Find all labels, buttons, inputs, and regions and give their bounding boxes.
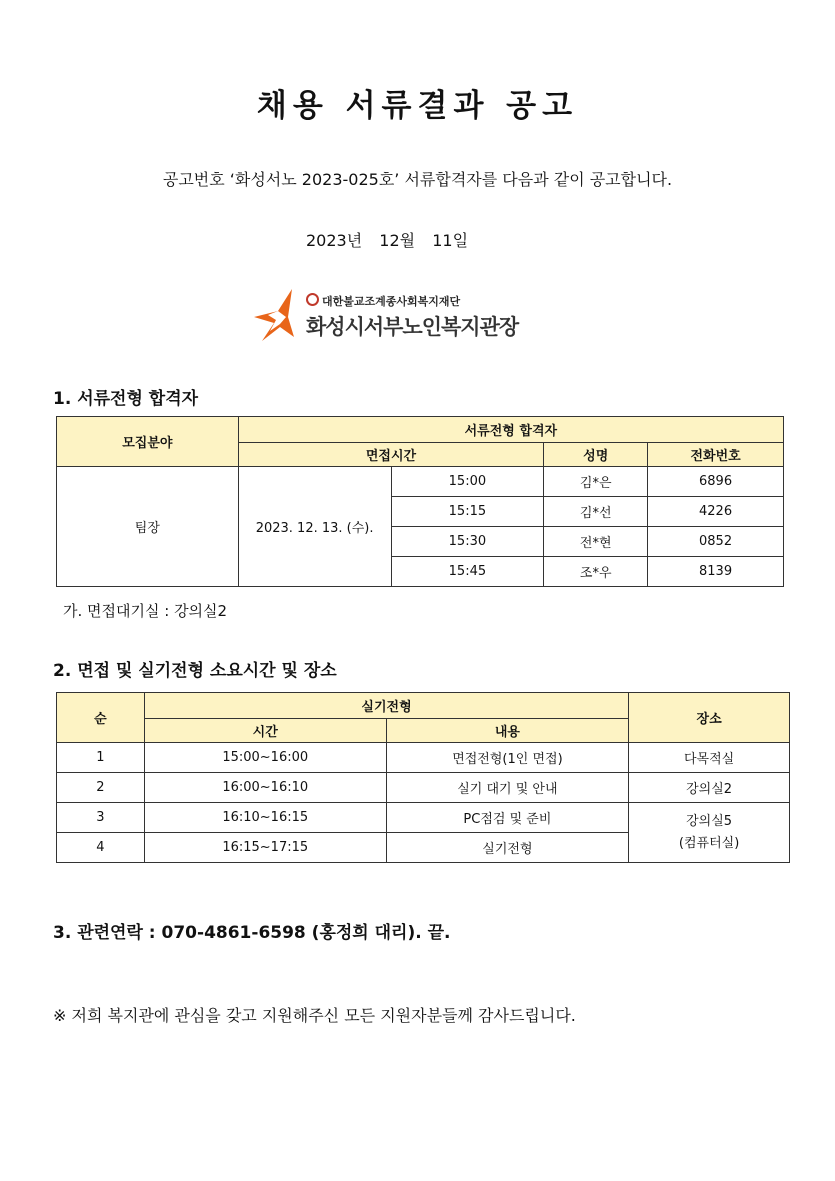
date-day: 11일	[432, 231, 469, 250]
merged-place-cell	[629, 803, 790, 863]
notice-text: 공고번호 ‘화성서노 2023-025호’ 서류합격자를 다음과 같이 공고합니다.	[162, 170, 673, 189]
contact-line: 3. 관련연락 : 070-4861-6598 (홍정희 대리). 끝.	[53, 923, 451, 943]
place-cell: 강의실2	[629, 773, 790, 803]
no-cell: 2	[57, 773, 145, 803]
time-cell: 16:15~17:15	[144, 833, 386, 863]
no-cell: 4	[57, 833, 145, 863]
thanks-note: ※ 저희 복지관에 관심을 갖고 지원해주신 모든 지원자분들께 감사드립니다.	[53, 1006, 576, 1025]
time-cell: 15:30	[391, 527, 544, 557]
time-cell: 16:10~16:15	[144, 803, 386, 833]
time-cell: 15:45	[391, 557, 544, 587]
col-no-header: 순	[57, 693, 145, 743]
phone-cell: 6896	[648, 467, 784, 497]
page-title: 채용 서류결과 공고	[256, 88, 579, 124]
phone-cell: 4226	[648, 497, 784, 527]
phone-cell: 8139	[648, 557, 784, 587]
table-row	[57, 803, 790, 833]
place-line1: 강의실5	[686, 813, 733, 829]
name-cell: 김*은	[544, 467, 648, 497]
table-row	[57, 773, 790, 803]
table-row	[57, 467, 784, 497]
col-phone-header: 전화번호	[648, 443, 784, 467]
name-cell: 김*선	[544, 497, 648, 527]
place-line2: (컴퓨터실)	[678, 835, 740, 851]
col-time-header: 면접시간	[238, 443, 544, 467]
time-cell: 16:00~16:10	[144, 773, 386, 803]
interview-date-cell: 2023. 12. 13. (수).	[238, 467, 391, 587]
time-cell: 15:00	[391, 467, 544, 497]
col-group-header: 실기전형	[144, 693, 628, 719]
time-cell: 15:15	[391, 497, 544, 527]
content-cell: 면접전형(1인 면접)	[386, 743, 629, 773]
col-name-header: 성명	[544, 443, 648, 467]
announcement-date	[306, 228, 480, 251]
section2-heading: 2. 면접 및 실기전형 소요시간 및 장소	[53, 661, 337, 681]
no-cell: 1	[57, 743, 145, 773]
content-cell: 실기 대기 및 안내	[386, 773, 629, 803]
place-cell: 다목적실	[629, 743, 790, 773]
col-group-header: 서류전형 합격자	[238, 417, 783, 443]
dharma-wheel-icon	[306, 293, 319, 306]
no-cell: 3	[57, 803, 145, 833]
name-cell: 조*우	[544, 557, 648, 587]
schedule-table	[56, 692, 790, 863]
name-cell: 전*현	[544, 527, 648, 557]
organization-logo	[248, 285, 538, 345]
col-time-header: 시간	[144, 719, 386, 743]
phone-cell: 0852	[648, 527, 784, 557]
logo-org: 대한불교조계종사회복지재단	[322, 295, 461, 308]
waiting-room-note: 가. 면접대기실 : 강의실2	[63, 602, 228, 620]
section1-heading: 1. 서류전형 합격자	[53, 389, 199, 409]
field-cell: 팀장	[57, 467, 239, 587]
lotus-star-icon	[248, 287, 300, 343]
passers-table	[56, 416, 784, 587]
date-year: 2023년	[306, 231, 363, 250]
col-place-header: 장소	[629, 693, 790, 743]
date-month: 12월	[379, 231, 416, 250]
col-field-header: 모집분야	[57, 417, 239, 467]
col-content-header: 내용	[386, 719, 629, 743]
table-row	[57, 743, 790, 773]
content-cell: PC점검 및 준비	[386, 803, 629, 833]
logo-name: 화성시서부노인복지관장	[306, 315, 519, 339]
content-cell: 실기전형	[386, 833, 629, 863]
time-cell: 15:00~16:00	[144, 743, 386, 773]
